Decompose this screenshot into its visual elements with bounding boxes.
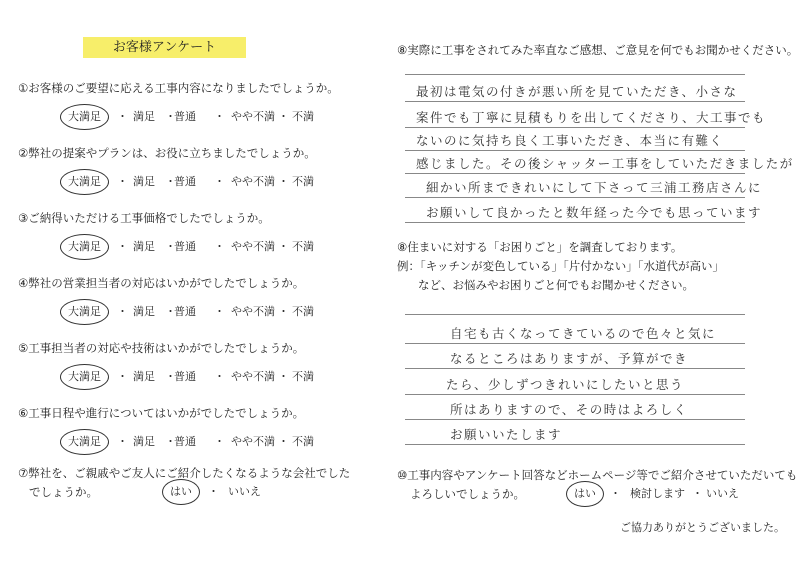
option-separator: ・ (117, 110, 128, 123)
option-separator: ・ (214, 305, 225, 318)
option-separator: ・ (165, 110, 176, 123)
rating-option[interactable]: 不満 (292, 240, 314, 253)
answer-rule-line (405, 74, 745, 75)
option-separator: ・ (117, 370, 128, 383)
option-separator: ・ (117, 305, 128, 318)
rating-option[interactable]: 普通 (174, 240, 196, 253)
rating-option[interactable]: 大満足 (68, 175, 101, 188)
q7-options (170, 485, 290, 499)
option-separator: ・ (278, 240, 289, 253)
question-1-options (0, 110, 330, 124)
q10-line1: ⑩工事内容やアンケート回答などホームページ等でご紹介させていただいても (397, 468, 798, 482)
rating-option[interactable]: 不満 (292, 435, 314, 448)
q7-line2: でしょうか。 (29, 485, 98, 499)
answer-line-4: 感じました。その後シャッター工事をしていただきましたが (416, 156, 794, 171)
q10-line2: よろしいでしょうか。 (410, 487, 525, 501)
answer-rule-line (405, 314, 745, 315)
q10-dot-1: ・ (610, 487, 621, 500)
rating-option[interactable]: 普通 (174, 175, 196, 188)
q10-dot-2: ・ (692, 487, 703, 500)
rating-option[interactable]: 大満足 (68, 305, 101, 318)
option-separator: ・ (278, 305, 289, 318)
answer-rule-line (405, 368, 745, 369)
q7-line1: ⑦弊社を、ご親戚やご友人にご紹介したくなるような会社でした (18, 466, 351, 480)
option-separator: ・ (165, 305, 176, 318)
q8-troubles-note: など、お悩みやお困りごと何でもお聞かせください。 (418, 278, 694, 292)
answer-line-3: ないのに気持ち良く工事いただき、本当に有難く (416, 133, 724, 148)
q10-option-no[interactable]: いいえ (706, 487, 739, 500)
rating-option[interactable]: 大満足 (68, 240, 101, 253)
thanks-text: ご協力ありがとうございました。 (620, 521, 785, 534)
option-separator: ・ (278, 370, 289, 383)
option-separator: ・ (214, 110, 225, 123)
survey-title: お客様アンケート (83, 37, 246, 58)
option-separator: ・ (278, 110, 289, 123)
rating-option[interactable]: 不満 (292, 305, 314, 318)
q10-option-yes[interactable]: はい (574, 487, 596, 500)
answer-line-1: 自宅も古くなってきているので色々と気に (450, 326, 717, 341)
rating-option[interactable]: やや不満 (231, 370, 275, 383)
rating-option[interactable]: やや不満 (231, 435, 275, 448)
answer-line-1: 最初は電気の付きが悪い所を見ていただき、小さな (416, 84, 738, 99)
rating-option[interactable]: やや不満 (231, 240, 275, 253)
answer-line-5: お願いいたします (450, 427, 563, 442)
answer-line-6: お願いして良かったと数年経った今でも思っています (426, 205, 763, 220)
option-separator: ・ (117, 240, 128, 253)
option-separator: ・ (278, 435, 289, 448)
question-2: ②弊社の提案やプランは、お役に立ちましたでしょうか。 (18, 146, 316, 160)
rating-option[interactable]: 普通 (174, 110, 196, 123)
option-separator: ・ (278, 175, 289, 188)
rating-option[interactable]: 満足 (133, 175, 155, 188)
question-6: ⑥工事日程や進行についてはいかがでしたでしょうか。 (18, 406, 305, 420)
rating-option[interactable]: 満足 (133, 305, 155, 318)
q8-impressions-question: ⑧実際に工事をされてみた率直なご感想、ご意見を何でもお聞かせください。 (397, 43, 799, 57)
rating-option[interactable]: 不満 (292, 110, 314, 123)
rating-option[interactable]: 大満足 (68, 435, 101, 448)
rating-option[interactable]: 不満 (292, 175, 314, 188)
rating-option[interactable]: 満足 (133, 370, 155, 383)
option-separator: ・ (214, 175, 225, 188)
rating-option[interactable]: 満足 (133, 435, 155, 448)
answer-line-2: 案件でも丁寧に見積もりを出してくださり、大工事でも (416, 110, 767, 125)
question-3: ③ご納得いただける工事価格でしたでしょうか。 (18, 211, 270, 225)
answer-rule-line (405, 222, 745, 223)
answer-rule-line (405, 173, 745, 174)
q7-option-no[interactable]: いいえ (228, 485, 261, 498)
rating-option[interactable]: 普通 (174, 435, 196, 448)
answer-rule-line (405, 150, 745, 151)
answer-line-4: 所はありますので、その時はよろしく (450, 402, 688, 417)
answer-rule-line (405, 101, 745, 102)
question-1: ①お客様のご要望に応える工事内容になりましたでしょうか。 (18, 81, 339, 95)
answer-rule-line (405, 419, 745, 420)
rating-option[interactable]: 普通 (174, 305, 196, 318)
answer-line-2: なるところはありますが、予算ができ (450, 351, 689, 366)
option-separator: ・ (214, 370, 225, 383)
q10-options (574, 487, 764, 501)
answer-line-3: たら、少しずつきれいにしたいと思う (446, 377, 685, 392)
answer-rule-line (405, 343, 745, 344)
question-4-options (0, 305, 330, 319)
option-separator: ・ (214, 240, 225, 253)
rating-option[interactable]: 大満足 (68, 370, 101, 383)
question-2-options (0, 175, 330, 189)
answer-rule-line (405, 127, 745, 128)
question-5: ⑤工事担当者の対応や技術はいかがでしたでしょうか。 (18, 341, 305, 355)
rating-option[interactable]: 満足 (133, 110, 155, 123)
question-6-options (0, 435, 330, 449)
answer-rule-line (405, 394, 745, 395)
option-separator: ・ (117, 435, 128, 448)
rating-option[interactable]: やや不満 (231, 110, 275, 123)
q7-option-yes[interactable]: はい (170, 485, 192, 498)
rating-option[interactable]: 大満足 (68, 110, 101, 123)
option-separator: ・ (165, 370, 176, 383)
answer-rule-line (405, 444, 745, 445)
q8-troubles-example: 例：「キッチンが変色している」「片付かない」「水道代が高い」 (397, 259, 724, 273)
rating-option[interactable]: 満足 (133, 240, 155, 253)
rating-option[interactable]: 普通 (174, 370, 196, 383)
question-5-options (0, 370, 330, 384)
rating-option[interactable]: やや不満 (231, 305, 275, 318)
answer-line-5: 細かい所まできれいにして下さって三浦工務店さんに (426, 180, 763, 195)
option-separator: ・ (117, 175, 128, 188)
option-separator: ・ (165, 435, 176, 448)
option-separator: ・ (214, 435, 225, 448)
q10-option-consider[interactable]: 検討します (630, 487, 685, 500)
option-separator: ・ (165, 240, 176, 253)
answer-rule-line (405, 197, 745, 198)
rating-option[interactable]: やや不満 (231, 175, 275, 188)
option-separator: ・ (165, 175, 176, 188)
q7-dot: ・ (208, 485, 219, 498)
q8-troubles-question: ⑧住まいに対する「お困りごと」を調査しております。 (397, 240, 683, 254)
question-4: ④弊社の営業担当者の対応はいかがでしたでしょうか。 (18, 276, 305, 290)
question-3-options (0, 240, 330, 254)
rating-option[interactable]: 不満 (292, 370, 314, 383)
